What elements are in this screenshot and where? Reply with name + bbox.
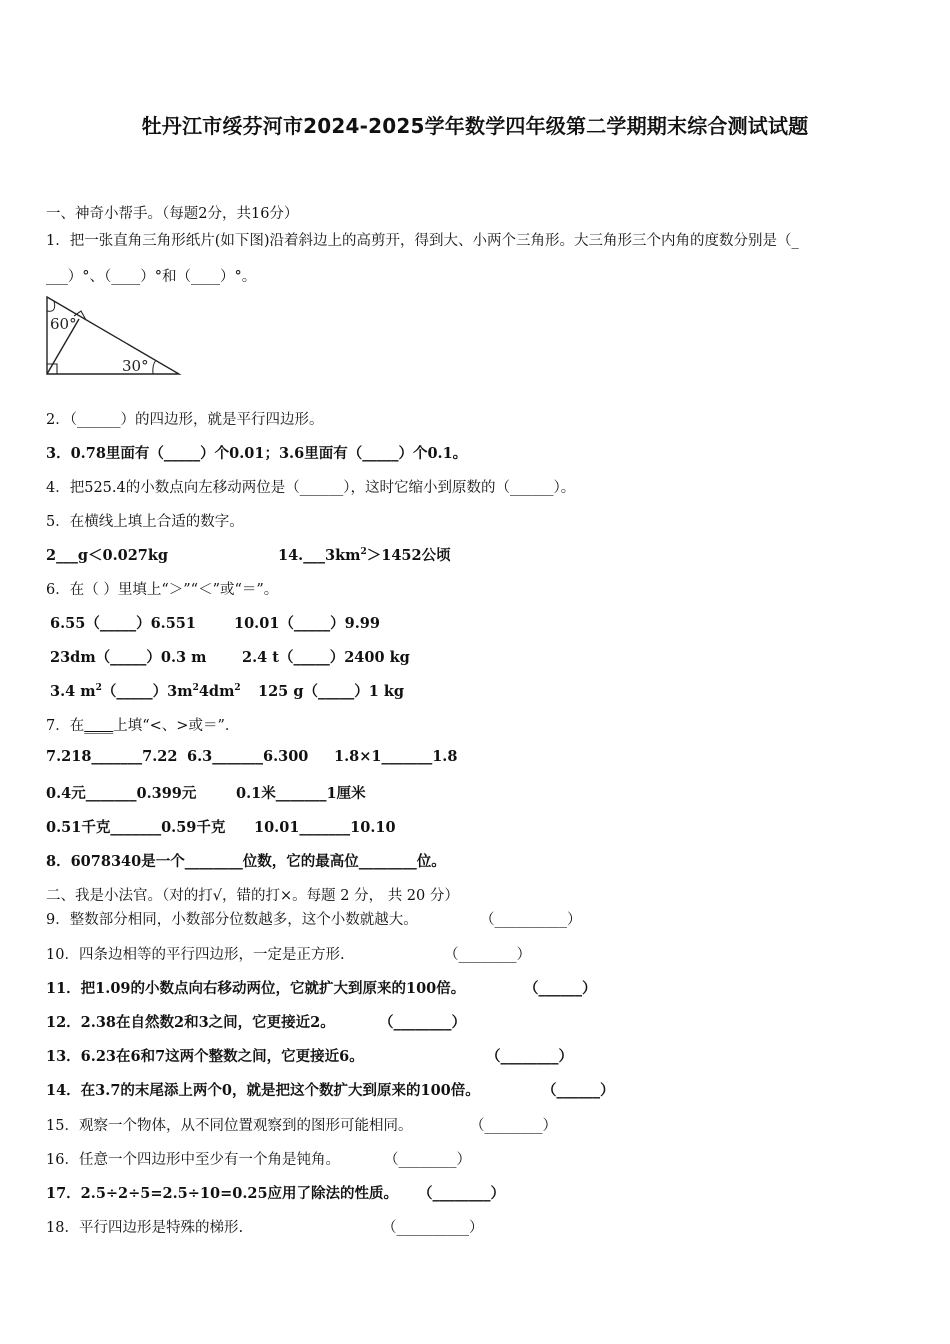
section2-heading: 二、我是小法官。（对的打√，错的打×。每题 2 分， 共 20 分） [46,888,459,904]
q7-item-1a: 7.218_______7.22 [46,748,178,765]
judge-item-14: 14．在3.7的末尾添上两个0，就是把这个数扩大到原来的100倍。 （______） [46,1082,615,1099]
q7-item-3a: 0.51千克_______0.59千克 [46,819,226,836]
question-4: 4．把525.4的小数点向左移动两位是（______），这时它缩小到原数的（______）。 [46,480,576,496]
answer-blank: （________） [379,1014,466,1031]
judge-item-12: 12．2.38在自然数2和3之间，它更接近2。 （________） [46,1014,466,1031]
question-6-row2 [50,646,410,667]
right-triangle-figure [44,292,186,378]
q6-item-2a: 23dm（_____）0.3 m [50,649,207,666]
question-6-row3 [50,680,404,701]
angle-label-30: 30° [122,357,149,375]
section1-heading: 一、神奇小帮手。（每题2分，共16分） [46,206,299,222]
question-7: 7．在____上填“<、>或＝”． [46,718,240,734]
judge-item-16: 16．任意一个四边形中至少有一个角是钝角。 （________） [46,1152,471,1168]
question-2: 2．（______）的四边形，就是平行四边形。 [46,412,324,428]
q6-item-3b: 125 g（_____）1 kg [258,683,405,700]
answer-blank: （__________） [382,1220,484,1236]
angle-arc-60 [47,301,55,311]
judge-item-13: 13．6.23在6和7这两个整数之间，它更接近6。 （________） [46,1048,573,1065]
q6-item-1a: 6.55（_____）6.551 [50,615,196,632]
q6-item-1b: 10.01（_____）9.99 [234,615,380,632]
question-6-row1 [50,612,380,633]
angle-arc-30 [153,360,156,374]
question-7-row3 [46,816,396,837]
triangle-outline [47,297,179,374]
answer-blank: （________） [384,1152,471,1168]
question-6: 6．在（ ）里填上“＞”“＜”或“＝”。 [46,582,279,598]
judge-item-15: 15．观察一个物体，从不同位置观察到的图形可能相同。 （________） [46,1118,557,1134]
q5-item-b: $14.\_\_\_3km^2>1452$公顷 [278,547,451,564]
judge-item-11: 11．把1.09的小数点向右移动两位，它就扩大到原来的100倍。 （______） [46,980,597,997]
q7-item-1b: 6.3_______6.300 [187,748,309,765]
question-1-line2: ___）°、（____）°和（____）°。 [46,269,257,285]
question-8: 8．6078340是一个________位数，它的最高位________位。 [46,853,446,870]
q7-item-2a: 0.4元_______0.399元 [46,785,197,802]
question-1-line1: 1．把一张直角三角形纸片(如下图)沿着斜边上的高剪开，得到大、小两个三角形。大三角形三个内角的度数分别是（_ [46,233,799,249]
judge-item-17: 17．2.5÷2÷5=2.5÷10=0.25应用了除法的性质。 （________） [46,1185,505,1202]
q5-item-a: 2___g＜0.027kg [46,547,169,564]
question-5-row [46,544,451,565]
answer-blank: （________） [418,1185,505,1202]
question-5: 5．在横线上填上合适的数字。 [46,514,244,530]
question-7-row2 [46,782,366,803]
answer-blank: （________） [486,1048,573,1065]
answer-blank: （________） [444,947,531,963]
q7-item-2b: 0.1米_______1厘米 [236,785,366,802]
judge-item-10: 10．四条边相等的平行四边形，一定是正方形. （________） [46,947,531,963]
q7-item-3b: 10.01_______10.10 [254,819,396,836]
q6-item-2b: 2.4 t（_____）2400 kg [242,649,410,666]
angle-label-60: 60° [50,315,77,333]
question-3: 3．0.78里面有（_____）个0.01；3.6里面有（_____）个0.1。 [46,445,468,462]
judge-item-18: 18．平行四边形是特殊的梯形. （__________） [46,1220,484,1236]
q6-item-3a: 3.4 $m^2(\_\_\_\_\_)3m^24dm^2$ [50,683,241,700]
answer-blank: （______） [524,980,597,997]
q7-item-1c: 1.8×1_______1.8 [334,748,458,765]
page-title: 牡丹江市绥芬河市2024-2025学年数学四年级第二学期期末综合测试试题 [141,114,809,138]
answer-blank: （______） [542,1082,615,1099]
question-7-row1 [46,748,457,765]
answer-blank: （__________） [480,912,582,928]
judge-item-9: 9．整数部分相同，小数部分位数越多，这个小数就越大。 （__________） [46,912,582,928]
answer-blank: （________） [470,1118,557,1134]
